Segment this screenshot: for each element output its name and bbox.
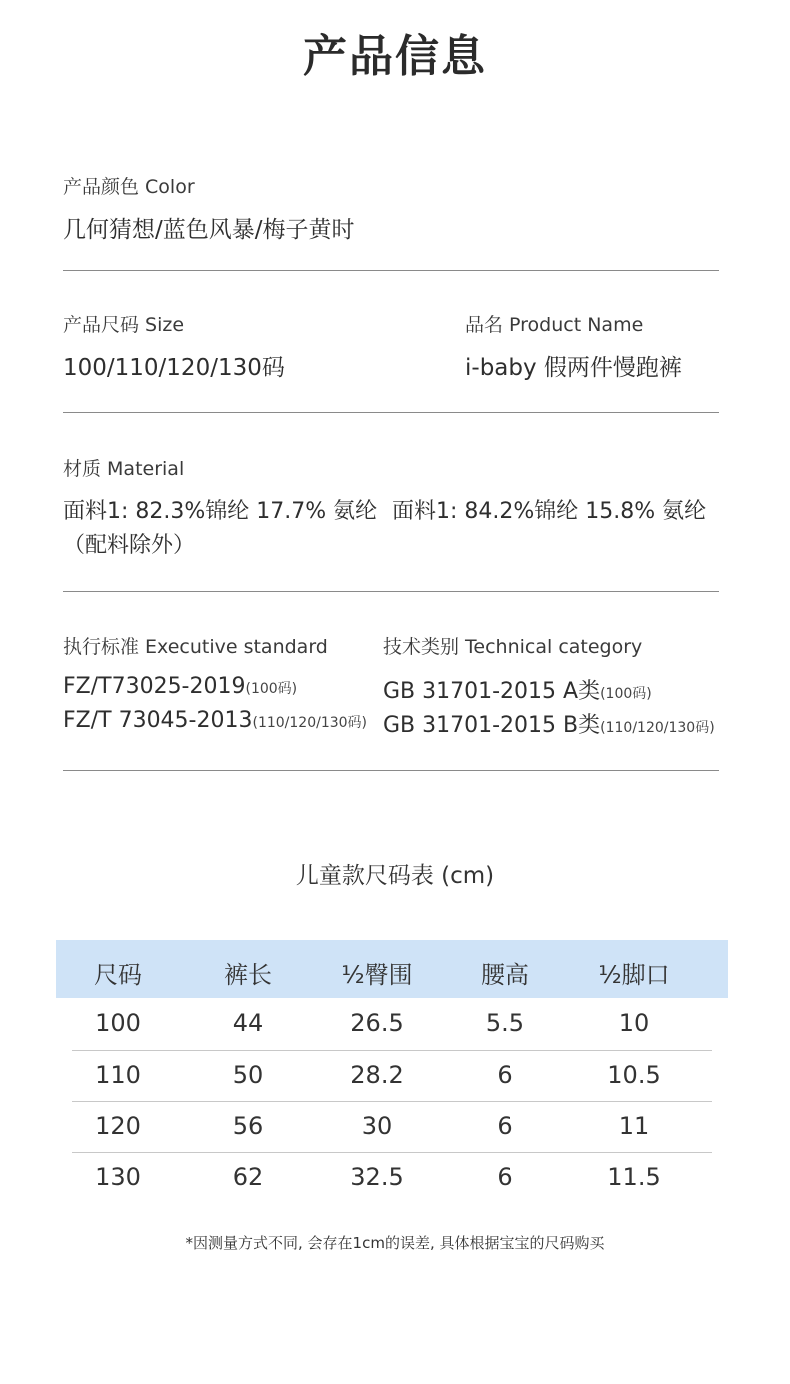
product-name-value: i-baby 假两件慢跑裤 [465,355,682,381]
table-cell: 44 [232,1009,264,1037]
table-cell: 62 [232,1163,264,1191]
category-scope-1: (100码) [600,686,652,702]
category-scope-2: (110/120/130码) [600,720,715,736]
table-row [56,998,728,1049]
standard-line-2 [63,708,367,733]
header-cell-hem: ½脚口 [598,961,670,989]
divider [63,270,719,271]
header-cell-waist-height: 腰高 [481,961,529,989]
table-cell: 100 [95,1009,141,1037]
material-label: 材质 Material [63,458,185,480]
standard-code-2: FZ/T 73045-2013 [63,708,253,733]
table-row [56,1050,728,1101]
table-cell: 10.5 [607,1061,661,1089]
size-chart-title: 儿童款尺码表 (cm) [295,863,495,889]
standard-scope-1: (100码) [245,681,298,697]
header-cell-length: 裤长 [224,961,272,989]
divider [63,770,719,771]
table-cell: 6 [497,1163,513,1191]
divider [63,412,719,413]
table-cell: 110 [95,1061,141,1089]
table-row [56,1152,728,1203]
category-line-2 [383,708,715,739]
category-line-1 [383,674,652,705]
table-cell: 11 [618,1112,650,1140]
table-cell: 120 [95,1112,141,1140]
table-cell: 6 [497,1061,513,1089]
table-cell: 11.5 [607,1163,661,1191]
standard-line-1 [63,674,297,699]
header-cell-hip: ½臀围 [341,961,413,989]
divider [63,591,719,592]
product-name-label: 品名 Product Name [465,314,644,336]
standard-scope-2: (110/120/130码) [252,715,368,731]
category-label: 技术类别 Technical category [383,636,643,658]
table-cell: 28.2 [350,1061,404,1089]
material-note: （配料除外） [63,533,196,558]
page-title: 产品信息 [303,31,487,82]
table-cell: 30 [361,1112,393,1140]
table-cell: 26.5 [350,1009,404,1037]
table-cell: 5.5 [485,1009,525,1037]
header-cell-size: 尺码 [94,961,142,989]
material-fabric-2: 面料1: 84.2%锦纶 15.8% 氨纶 [392,499,707,524]
material-fabric-1: 面料1: 82.3%锦纶 17.7% 氨纶 [63,499,378,524]
color-value: 几何猜想/蓝色风暴/梅子黄时 [63,217,355,243]
standard-code-1: FZ/T73025-2019 [63,674,246,699]
category-code-1: GB 31701-2015 A类 [383,679,601,704]
size-label: 产品尺码 Size [63,314,185,336]
table-cell: 56 [232,1112,264,1140]
table-cell: 32.5 [350,1163,404,1191]
table-row [56,1101,728,1152]
table-cell: 10 [618,1009,650,1037]
measurement-note: *因测量方式不同, 会存在1cm的误差, 具体根据宝宝的尺码购买 [185,1234,605,1252]
color-label: 产品颜色 Color [63,176,195,198]
size-chart-header-row [56,940,728,998]
size-value: 100/110/120/130码 [63,355,285,381]
category-code-2: GB 31701-2015 B类 [383,713,601,738]
table-cell: 50 [232,1061,264,1089]
standard-label: 执行标准 Executive standard [63,636,328,658]
table-cell: 130 [95,1163,141,1191]
table-cell: 6 [497,1112,513,1140]
